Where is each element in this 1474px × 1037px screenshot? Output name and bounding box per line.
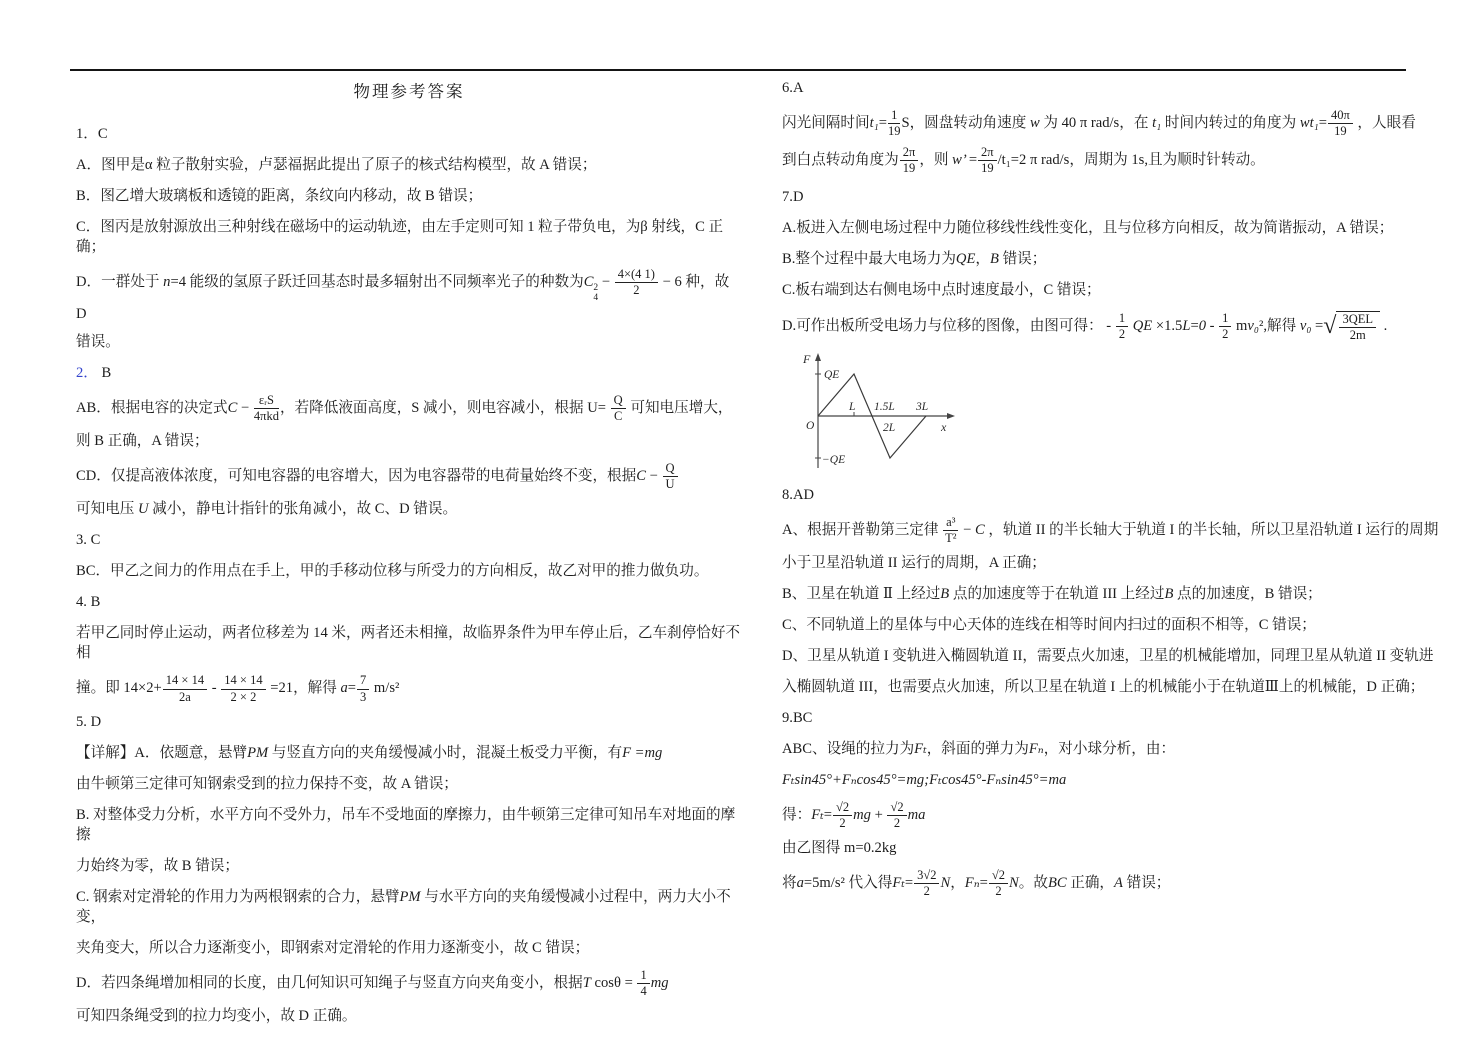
answer-7-header: 7.D [782, 188, 804, 205]
figure-3l-label: 3L [916, 400, 929, 413]
answer-1-option-a: A．图甲是α 粒子散射实验，卢瑟福据此提出了原子的核式结构模型，故 A 错误； [76, 157, 597, 173]
answer-7-option-c: C.板右端到达右侧电场中点时速度最小，C 错误； [782, 281, 1101, 298]
answer-4-header: 4. B [76, 594, 101, 611]
fraction: $\frac{14 \times 14}{2a}$ [162, 674, 208, 703]
answer-5-option-a: 【详解】A．依题意，悬臂PM 与竖直方向的夹角缓慢减小时，混凝土板受力平衡，有F =mg [76, 744, 663, 761]
fraction: $\frac{4\times(4 1)}{2}$ [614, 268, 659, 297]
answer-6-body-1: 闪光间隔时间t₁= $\frac{1}{19}$ S，圆盘转动角速度 w 为 40 π rad/s，在 t₁ 时间内转过的角度为 wt₁= $\frac{40\pi}{19}$ ，人眼看 [782, 108, 1416, 139]
fraction: $\frac{1}{4}$ [636, 969, 650, 998]
answer-4-body: 若甲乙同时停止运动，两者位移差为 14 米，两者还未相撞，故临界条件为甲车停止后，乙车刹停恰好不相 [76, 625, 741, 662]
fraction: $\frac{1}{19}$ [887, 108, 901, 139]
answer-6-header: 6.A [782, 80, 804, 96]
figure-qe-label: QE [824, 368, 840, 381]
answer-1-header: 1．C [76, 126, 108, 142]
answer-3-header: 3. C [76, 532, 101, 549]
fraction: $\frac{√2}{2}$ [886, 801, 907, 830]
answer-2-option-ab: AB．根据电容的决定式C − $\frac{\text{εᵣS}}{\text{4πkd}}$ ，若降低液面高度，S 减小，则电容减小，根据 U= $\frac{Q}{C}$ 可知电压增大， [76, 392, 733, 424]
answer-8-option-d: D、卫星从轨道 I 变轨进入椭圆轨道 II，需要点火加速，卫星的机械能增加，同理卫星从轨道 II 变轨进 [782, 648, 1434, 664]
force-displacement-graph [788, 350, 973, 470]
figure-xlabel: x [941, 419, 947, 434]
fraction: $\frac{1}{2}$ [1115, 312, 1129, 341]
force-displacement-figure [788, 350, 1458, 475]
answer-2-option-ab-cont: 则 B 正确，A 错误； [76, 433, 209, 450]
fraction: $\frac{√2}{2}$ [988, 869, 1009, 898]
question-number-link: 2． [76, 364, 98, 381]
answer-6-body-2: 到白点转动角度为 $\frac{2\pi}{19}$ ，则 w’ = $\frac{2\pi}{19}$ /t₁=2 π rad/s，周期为 1s,且为顺时针转动。 [782, 145, 1265, 176]
answer-9-setup: ABC、设绳的拉力为Fₜ，斜面的弹力为Fₙ，对小球分析，由： [782, 741, 1176, 757]
answer-1-option-c: C．图丙是放射源放出三种射线在磁场中的运动轨迹，由左手定则可知 1 粒子带负电，为β 射线，C 正确； [76, 219, 724, 255]
answer-5-option-a-cont: 由牛顿第三定律可知钢索受到的拉力保持不变，故 A 错误； [76, 775, 458, 792]
answer-8-option-c: C、不同轨道上的星体与中心天体的连线在相等时间内扫过的面积不相等，C 错误； [782, 617, 1316, 633]
figure-neg-qe-label: −QE [822, 453, 846, 466]
answer-2-header: 2． B [76, 364, 112, 381]
answer-5-header: 5. D [76, 713, 102, 730]
answer-7-option-a: A.板进入左侧电场过程中力随位移线性线性变化，且与位移方向相反，故为简谐振动，A 错误； [782, 219, 1394, 236]
top-rule [70, 69, 1406, 71]
fraction: $\frac{7}{3}$ [356, 674, 370, 703]
answer-1-option-d: D．一群处于 n=4 能级的氢原子跃迁回基态时最多辐射出不同频率光子的种数为C 2 4 − $\frac{4\times(4 1)}{2}$ − 6 种，故 D [76, 267, 730, 322]
answer-7-option-b: B.整个过程中最大电场力为QE，B 错误； [782, 250, 1047, 267]
fraction: $\frac{√2}{2}$ [832, 801, 853, 830]
answer-2-option-cd-cont: 可知电压 U 减小，静电计指针的张角减小，故 C、D 错误。 [76, 501, 458, 518]
answer-9-conclusion: 将a=5m/s² 代入得Fₜ= $\frac{3√2}{2}$ N，Fₙ= $\frac{√2}{2}$ N。故BC 正确，A 错误； [782, 868, 1171, 899]
figure-2l-label: 2L [883, 421, 896, 434]
answer-9-equation-2: 得：Fₜ= $\frac{√2}{2}$ mg + $\frac{√2}{2}$ ma [782, 800, 926, 831]
answer-1-option-b: B．图乙增大玻璃板和透镜的距离，条纹向内移动，故 B 错误； [76, 188, 483, 204]
fraction: $\frac{\text{a³}}{\text{T²}}$ [945, 514, 957, 545]
left-column [76, 78, 742, 1037]
figure-1-5l-label: 1.5L [874, 400, 895, 413]
answer-9-equation-1: Fₜsin45°+Fₙcos45°=mg;Fₜcos45°-Fₙsin45°=ma [782, 772, 1067, 788]
sup-sub-stack: 2 4 [593, 282, 599, 303]
figure-ylabel: F [803, 351, 811, 366]
fraction: $\frac{1}{2}$ [1218, 312, 1232, 341]
fraction: $\frac{Q}{U}$ [662, 462, 679, 491]
page-title: 物理参考答案 [353, 82, 465, 101]
square-root: √ $\frac{\text{3QEL}}{2m}$ [1323, 311, 1380, 342]
answer-5-option-d: D．若四条绳增加相同的长度，由几何知识可知绳子与竖直方向夹角变小，根据T cosθ = $\frac{1}{4}$ mg [76, 967, 669, 998]
answer-8-option-a: A、根据开普勒第三定律 $\frac{\text{a³}}{\text{T²}}$ − C ，轨道 II 的半长轴大于轨道 I 的半长轴，所以卫星沿轨道 I 运行的周期 [782, 514, 1439, 545]
fraction: $\frac{\text{εᵣS}}{\text{4πkd}}$ [253, 392, 279, 424]
right-column [782, 78, 1458, 910]
fraction: $\frac{2\pi}{19}$ [899, 146, 920, 175]
figure-l-label: L [849, 400, 856, 413]
answer-2-option-cd: CD．仅提高液体浓度，可知电容器的电容增大，因为电容器带的电荷量始终不变，根据C − $\frac{Q}{U}$ [76, 462, 742, 491]
fraction: $\frac{\text{3QEL}}{2m}$ [1338, 313, 1377, 342]
answer-9-mass: 由乙图得 m=0.2kg [782, 840, 897, 857]
answer-5-option-b: B. 对整体受力分析，水平方向不受外力，吊车不受地面的摩擦力，由牛顿第三定律可知吊车对地面的摩擦 [76, 806, 736, 843]
fraction: $\frac{Q}{C}$ [610, 394, 627, 423]
answer-5-option-d-cont: 可知四条绳受到的拉力均变小，故 D 正确。 [76, 1007, 357, 1024]
answer-5-option-c: C. 钢索对定滑轮的作用力为两根钢索的合力，悬臂PM 与水平方向的夹角缓慢减小过程中，两力大小不变， [76, 888, 731, 925]
fraction: $\frac{2\pi}{19}$ [977, 146, 998, 175]
answer-8-header: 8.AD [782, 486, 815, 503]
answer-9-header: 9.BC [782, 710, 813, 726]
answer-7-option-d: D.可作出板所受电场力与位移的图像，由图可得： - $\frac{1}{2}$ QE ×1.5L=0 - $\frac{1}{2}$ mv₀²,解得 v₀ = √ $\frac{\text{3QEL}}{2m}$ . [782, 310, 1388, 342]
answer-5-option-b-cont: 力始终为零，故 B 错误； [76, 857, 239, 874]
answer-4-equation: 撞。即 14×2+ $\frac{14 \times 14}{2a}$ - $\frac{14 \times 14}{2 \times 2}$ =21，解得 a= $\frac{7}{3}$ m/s² [76, 673, 400, 704]
answer-8-option-a-cont: 小于卫星沿轨道 II 运行的周期，A 正确； [782, 555, 1046, 571]
answer-8-option-d-cont: 入椭圆轨道 III，也需要点火加速，所以卫星在轨道 I 上的机械能小于在轨道Ⅲ上的机械能，D 正确； [782, 679, 1425, 695]
answer-5-option-c-cont: 夹角变大，所以合力逐渐变小，即钢索对定滑轮的作用力逐渐变小，故 C 错误； [76, 939, 590, 956]
fraction: $\frac{40\pi}{19}$ [1327, 109, 1354, 138]
answer-3-option-bc: BC．甲乙之间力的作用点在手上，甲的手移动位移与所受力的方向相反，故乙对甲的推力做负功。 [76, 563, 709, 580]
answer-1-option-d-cont: 错误。 [76, 333, 120, 350]
figure-origin-label: O [806, 419, 815, 432]
fraction: $\frac{3√2}{2}$ [913, 869, 940, 898]
answer-8-option-b: B、卫星在轨道 Ⅱ 上经过B 点的加速度等于在轨道 III 上经过B 点的加速度，B 错误； [782, 586, 1322, 602]
fraction: $\frac{14 \times 14}{2 \times 2}$ [220, 674, 266, 703]
